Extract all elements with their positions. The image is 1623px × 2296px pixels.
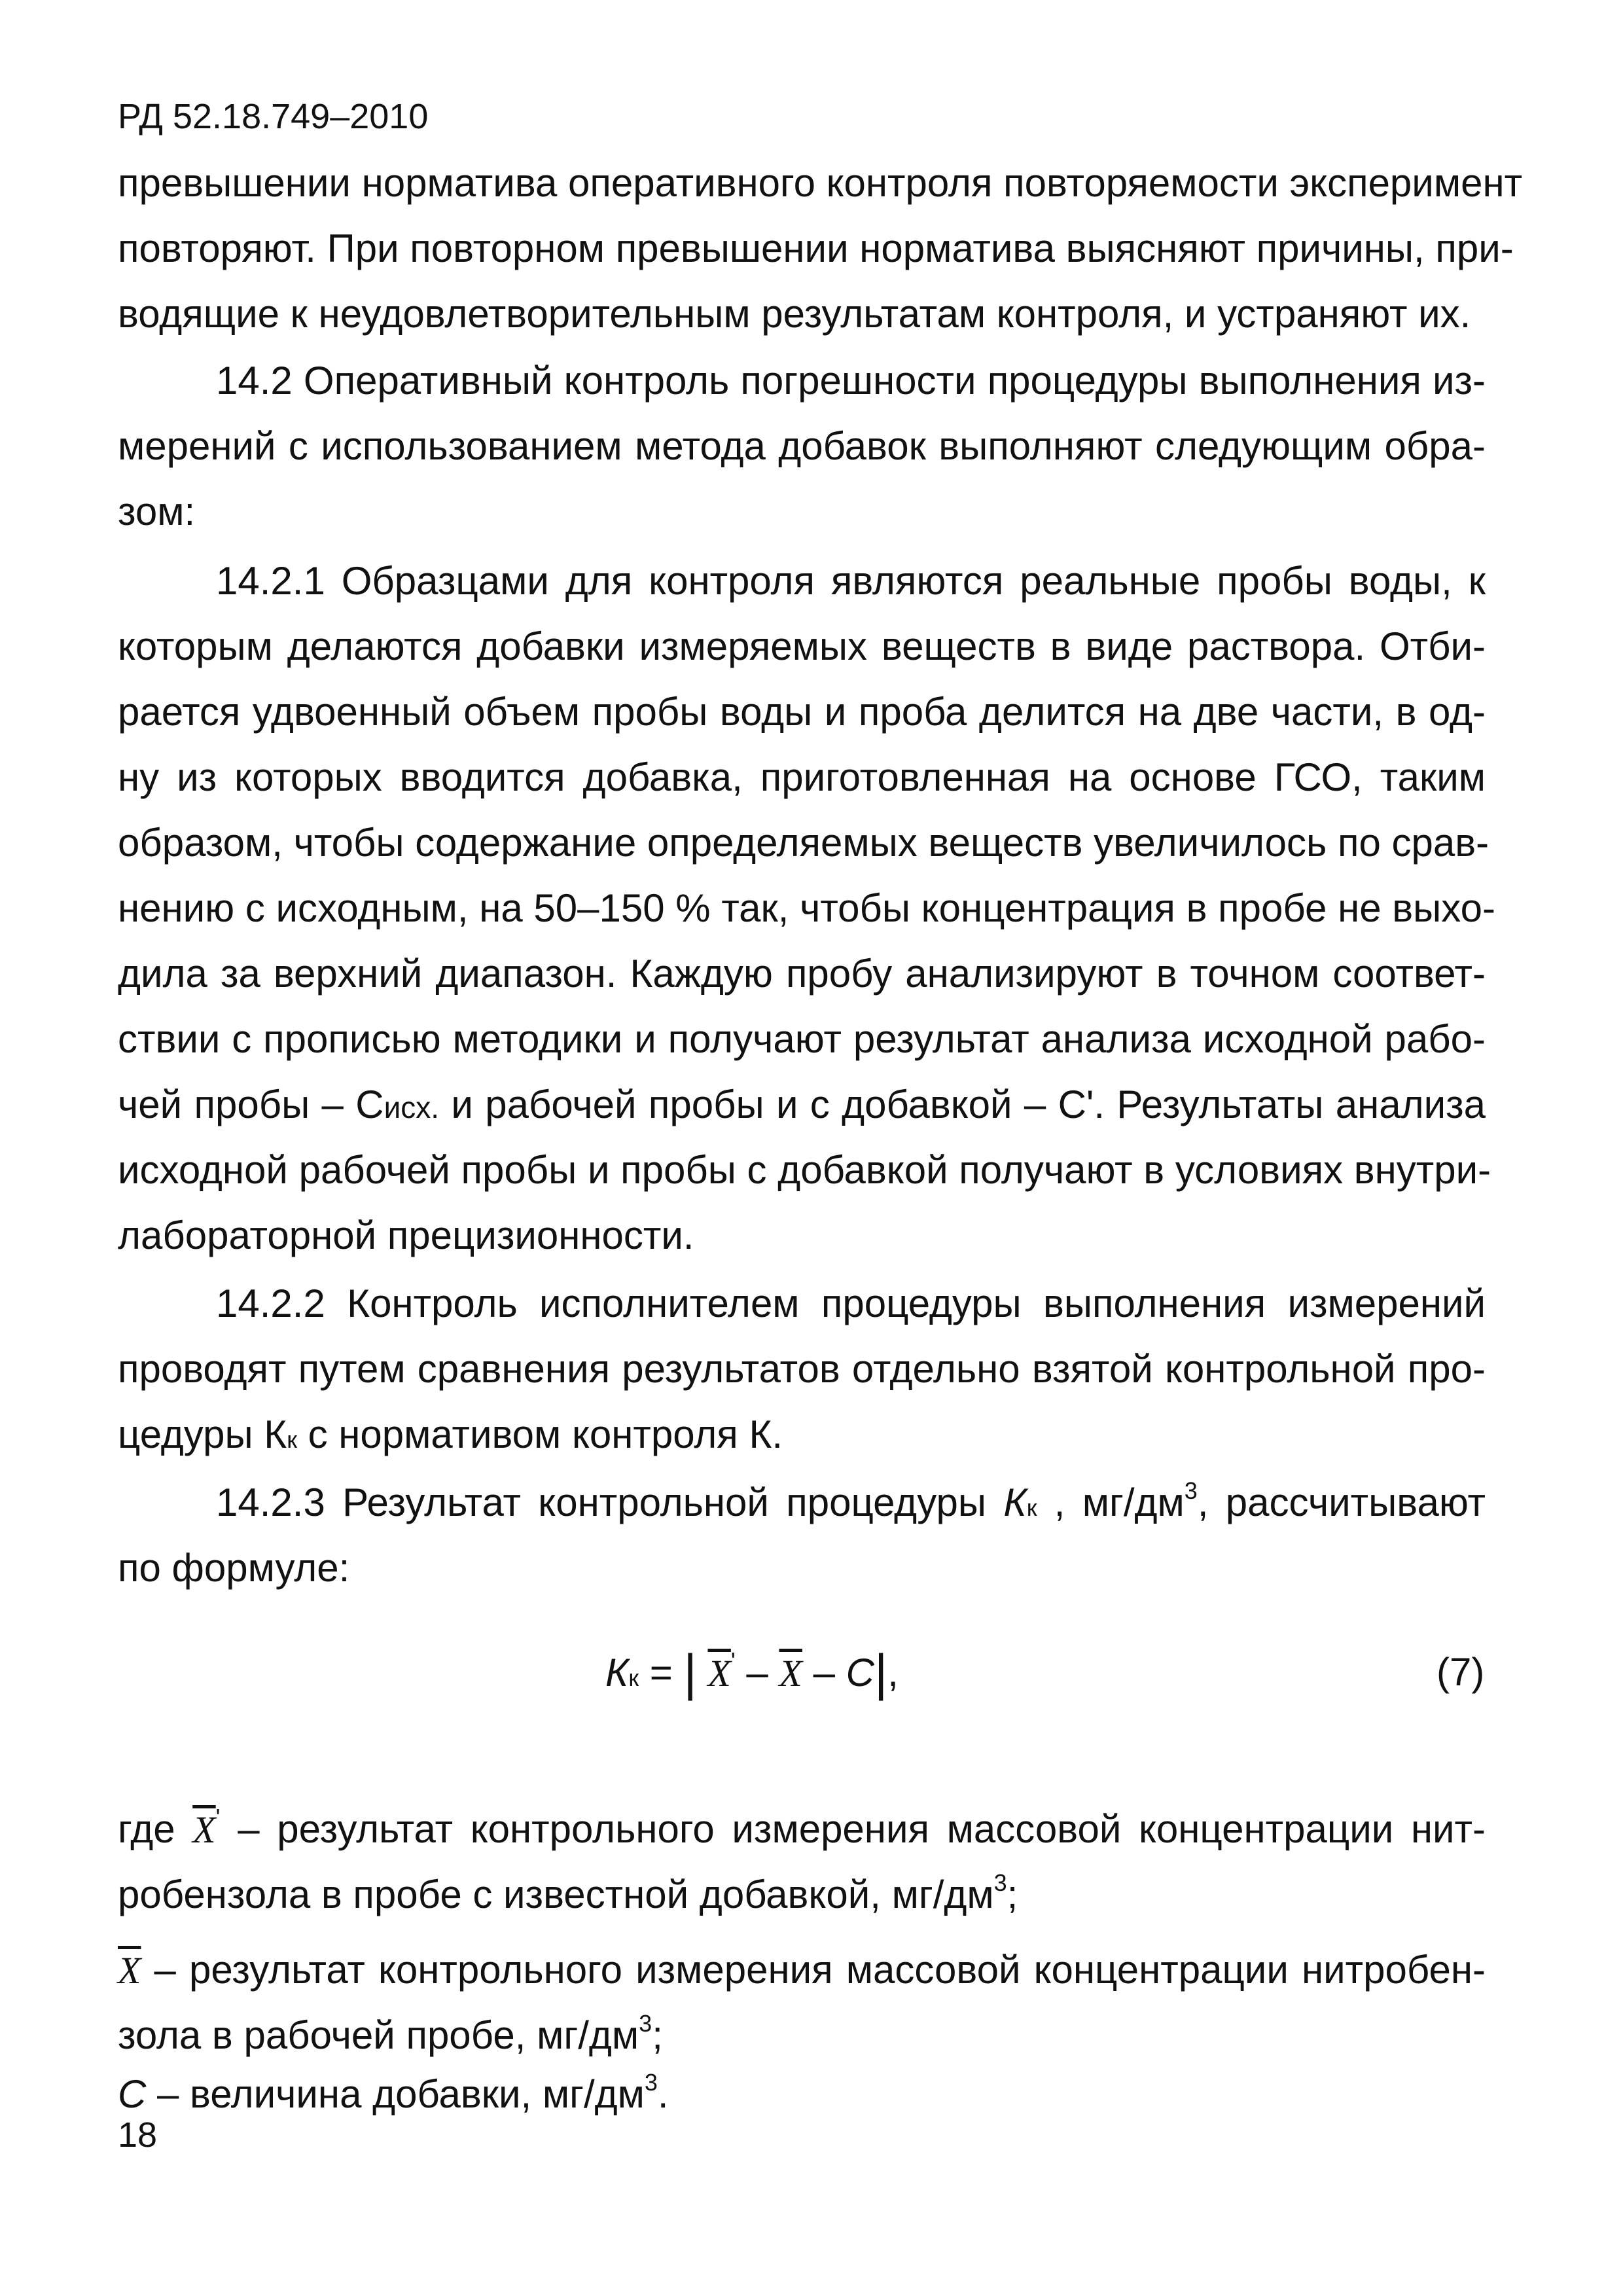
definition-c: С – величина добавки, $мг/дм^3$. [118,2069,669,2116]
text-line: по формуле: [118,1546,350,1590]
text-line: исходной рабочей пробы и пробы с добавкой получают в условиях внутри- [118,1148,1491,1192]
definition-x-prime: где $\overline{X}'$ – результат контрольного измерения массовой концентрации нит- [118,1804,1486,1851]
text-line: робензола в пробе с известной добавкой, $мг/дм^3$; [118,1869,1018,1916]
equation-number: (7) [1436,1650,1485,1694]
text-line: водящие к неудовлетворительным результатам контроля, и устраняют их. [118,292,1471,336]
x-bar-prime-symbol: $\overline{X}$ [707,1652,731,1695]
x-bar-symbol: $\overline{X}$ [779,1652,802,1695]
text-line: образом, чтобы содержание определяемых веществ увеличилось по срав- [118,821,1489,865]
text-line: рается удвоенный объем пробы воды и проба делится на две части, в од- [118,690,1486,734]
text-line: проводят путем сравнения результатов отдельно взятой контрольной про- [118,1347,1486,1391]
text-line: лабораторной прецизионности. [118,1213,694,1257]
text-line: зом: [118,490,196,533]
text-line: мерений с использованием метода добавок выполняют следующим обра- [118,424,1486,468]
text-line: нению с исходным, на 50–150 % так, чтобы концентрация в пробе не выхо- [118,886,1495,930]
section-14-2-1: 14.2.1 Образцами для контроля являются реальные пробы воды, к [216,559,1486,603]
text-line: ствии с прописью методики и получают результат анализа исходной рабо- [118,1017,1486,1061]
section-14-2-3: 14.2.3 Результат контрольной процедуры Кк , $мг/дм^3$, рассчитывают [216,1477,1486,1524]
section-14-2: 14.2 Оперативный контроль погрешности процедуры выполнения из- [216,359,1486,403]
section-14-2-2: 14.2.2 Контроль исполнителем процедуры выполнения измерений [216,1282,1486,1325]
text-line: дила за верхний диапазон. Каждую пробу анализируют в точном соответ- [118,952,1486,996]
document-code: РД 52.18.749–2010 [118,97,429,136]
text-line: превышении норматива оперативного контроля повторяемости эксперимент [118,161,1523,205]
text-line: зола в рабочей пробе, $мг/дм^3$; [118,2010,663,2057]
text-line: которым делаются добавки измеряемых веществ в виде раствора. Отби- [118,624,1486,668]
text-line: повторяют. При повторном превышении норматива выясняют причины, при- [118,226,1514,270]
text-line: цедуры Кк с нормативом контроля К. [118,1412,783,1456]
text-line: ну из которых вводится добавка, приготовленная на основе ГСО, таким [118,755,1486,799]
formula-7: Кк = | $\overline{X}' - \overline{X} - С|$, [605,1643,899,1701]
definition-x: $\overline{X}$ – результат контрольного измерения массовой концентрации нитробен- [118,1948,1486,1992]
text-line: чей пробы – Сисх. и рабочей пробы и с добавкой – С'. Результаты анализа [118,1083,1486,1126]
page-number: 18 [118,2115,158,2155]
